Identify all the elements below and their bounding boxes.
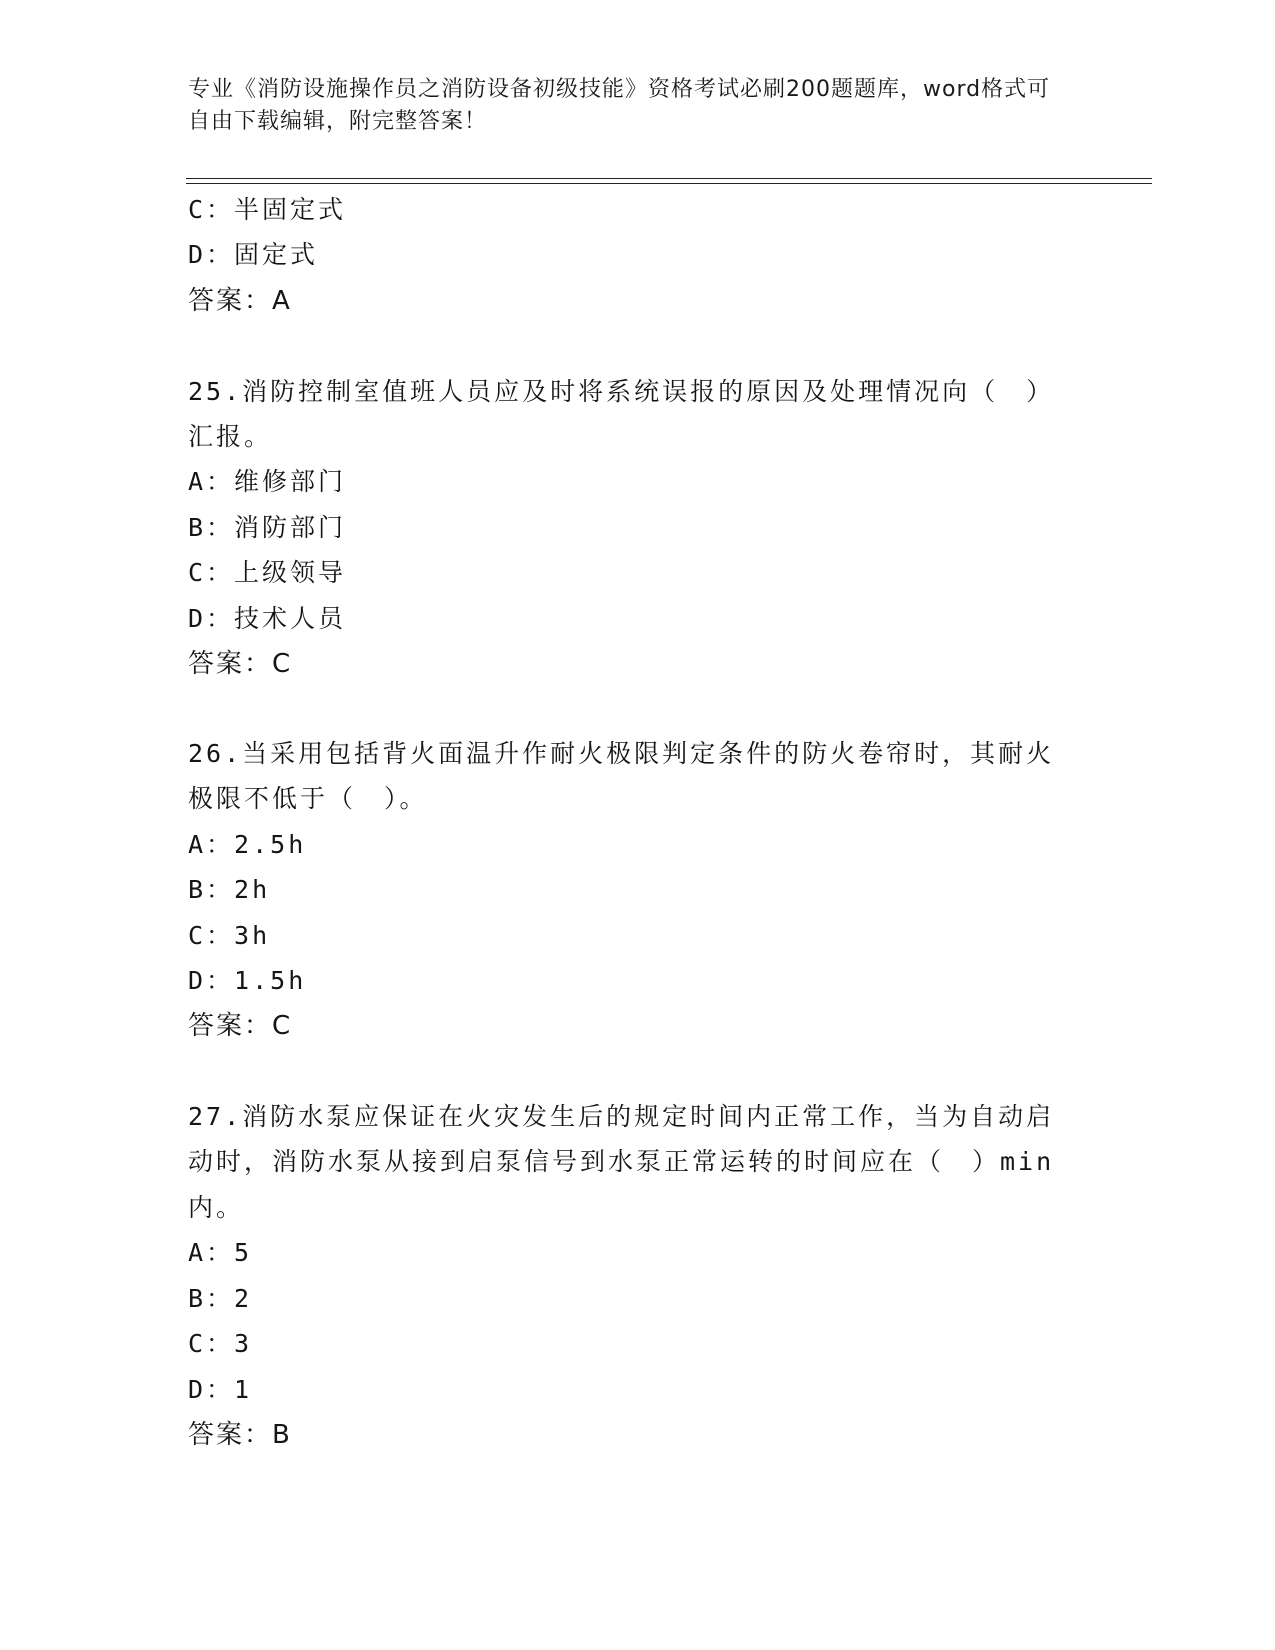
q27-answer: 答案：B <box>188 1420 292 1450</box>
header-divider-bottom <box>186 183 1152 184</box>
q25-stem-line2: 汇报。 <box>188 422 273 451</box>
q26-answer: 答案：C <box>188 1011 293 1041</box>
q27-option-b: B：2 <box>188 1284 253 1313</box>
q27-option-c: C：3 <box>188 1329 253 1358</box>
q24-answer: 答案：A <box>188 286 292 316</box>
q27-stem-line3: 内。 <box>188 1193 245 1222</box>
header-divider-top <box>186 178 1152 179</box>
q27-stem-line2: 动时，消防水泵从接到启泵信号到水泵正常运转的时间应在（ ）min <box>188 1147 1055 1176</box>
q25-option-d: D：技术人员 <box>188 604 347 633</box>
q26-option-a: A：2.5h <box>188 830 307 859</box>
q26-stem-line1: 26.当采用包括背火面温升作耐火极限判定条件的防火卷帘时，其耐火 <box>188 739 1055 768</box>
document-header: 专业《消防设施操作员之消防设备初级技能》资格考试必刷200题题库，word格式可自由下载编辑，附完整答案！ <box>188 77 1051 134</box>
q24-option-c: C：半固定式 <box>188 195 347 224</box>
q26-option-b: B：2h <box>188 875 271 904</box>
q26-option-d: D：1.5h <box>188 966 307 995</box>
q26-option-c: C：3h <box>188 921 271 950</box>
q25-option-a: A：维修部门 <box>188 467 347 496</box>
q27-option-a: A：5 <box>188 1238 253 1267</box>
q26-stem-line2: 极限不低于（ ）。 <box>188 784 428 813</box>
q24-option-d: D：固定式 <box>188 240 319 269</box>
q25-option-c: C：上级领导 <box>188 558 347 587</box>
q25-option-b: B：消防部门 <box>188 513 347 542</box>
q27-stem-line1: 27.消防水泵应保证在火灾发生后的规定时间内正常工作，当为自动启 <box>188 1102 1055 1131</box>
q25-answer: 答案：C <box>188 649 293 679</box>
q27-option-d: D：1 <box>188 1375 253 1404</box>
q25-stem-line1: 25.消防控制室值班人员应及时将系统误报的原因及处理情况向（ ） <box>188 377 1055 406</box>
